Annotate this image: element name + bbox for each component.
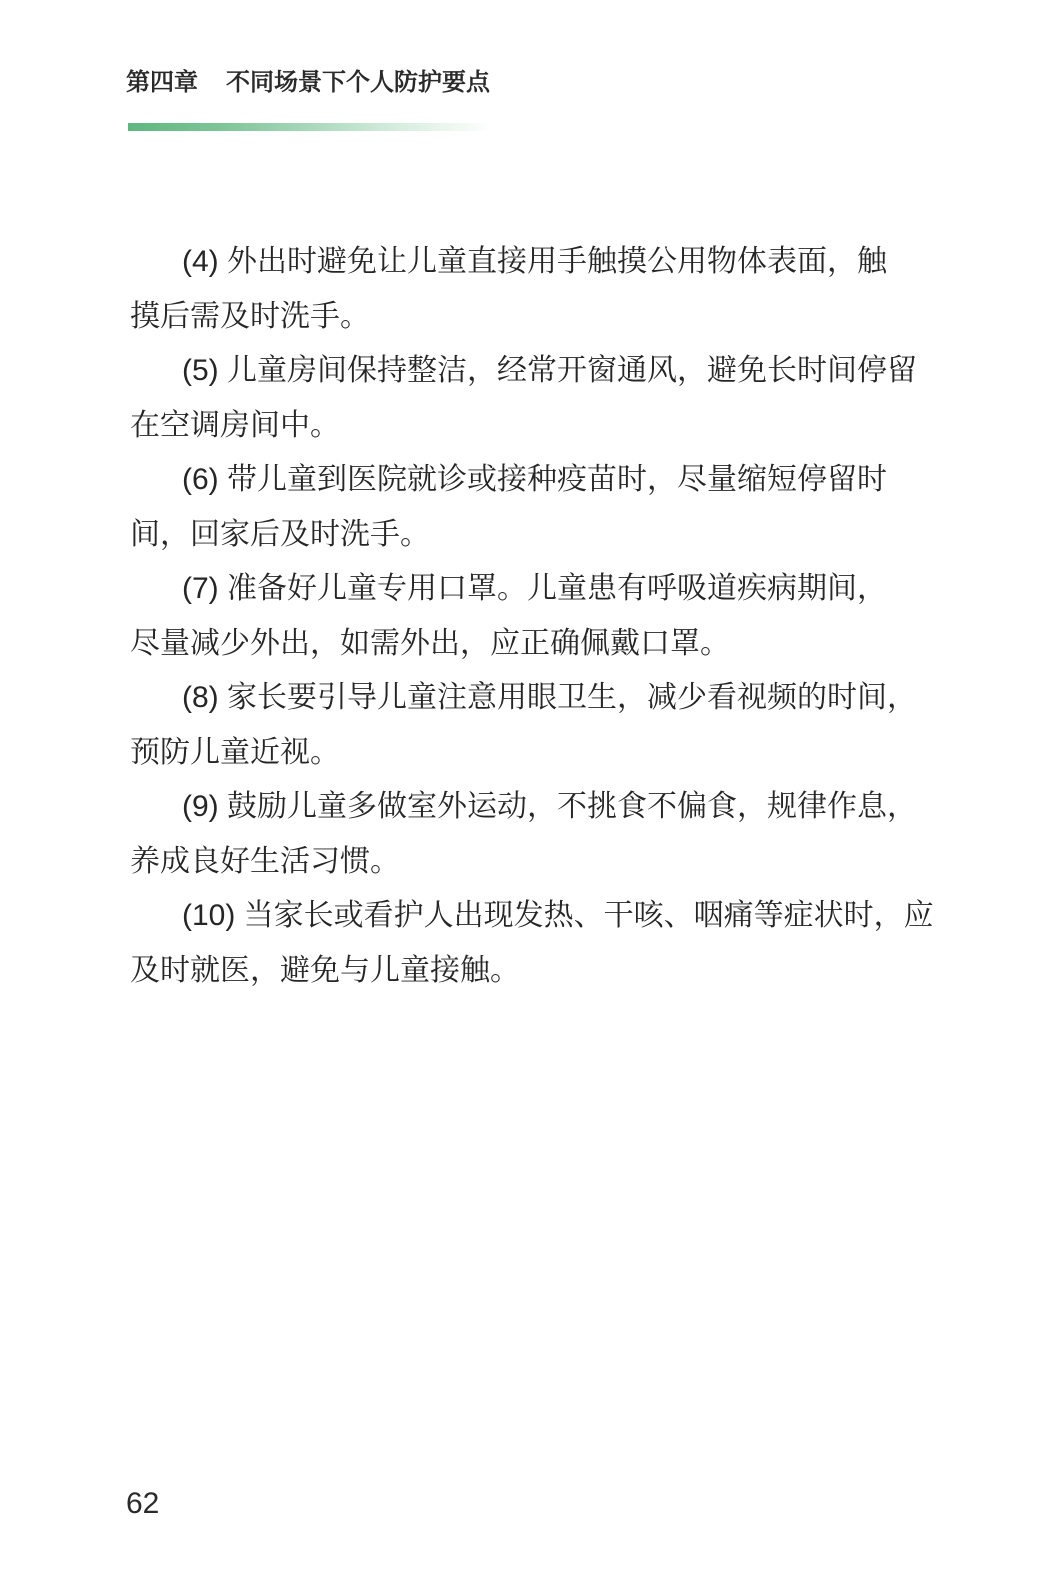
chapter-label: 第四章 — [126, 69, 198, 96]
paragraph-line: (9) 鼓励儿童多做室外运动，不挑食不偏食，规律作息， — [182, 790, 917, 823]
paragraph-line: 及时就医，避免与儿童接触。 — [130, 953, 520, 987]
paragraph-line: (8) 家长要引导儿童注意用眼卫生，减少看视频的时间， — [182, 681, 917, 714]
paragraph — [130, 235, 887, 344]
paragraph-line: 养成良好生活习惯。 — [130, 844, 400, 878]
paragraph-line: 预防儿童近视。 — [130, 735, 340, 769]
paragraph — [130, 780, 917, 889]
page-body — [130, 235, 934, 998]
paragraph-line: 尽量减少外出，如需外出，应正确佩戴口罩。 — [130, 626, 730, 660]
page-number: 62 — [126, 1487, 160, 1520]
paragraph-line: (4) 外出时避免让儿童直接用手触摸公用物体表面，触 — [182, 245, 887, 278]
paragraph — [130, 453, 887, 562]
paragraph-line: (5) 儿童房间保持整洁，经常开窗通风，避免长时间停留 — [182, 354, 917, 387]
paragraph — [130, 889, 934, 998]
paragraph-line: (10) 当家长或看护人出现发热、干咳、咽痛等症状时，应 — [182, 899, 934, 932]
paragraph-line: (7) 准备好儿童专用口罩。儿童患有呼吸道疾病期间， — [182, 572, 887, 605]
paragraph-line: 间，回家后及时洗手。 — [130, 517, 430, 551]
chapter-header — [126, 66, 490, 100]
section-divider-gradient-line — [128, 123, 493, 131]
paragraph — [130, 562, 887, 671]
paragraph — [130, 344, 917, 453]
chapter-title: 不同场景下个人防护要点 — [226, 69, 490, 96]
paragraph-line: 在空调房间中。 — [130, 408, 340, 442]
paragraph-line: (6) 带儿童到医院就诊或接种疫苗时，尽量缩短停留时 — [182, 463, 887, 496]
paragraph-line: 摸后需及时洗手。 — [130, 299, 370, 333]
paragraph — [130, 671, 917, 780]
